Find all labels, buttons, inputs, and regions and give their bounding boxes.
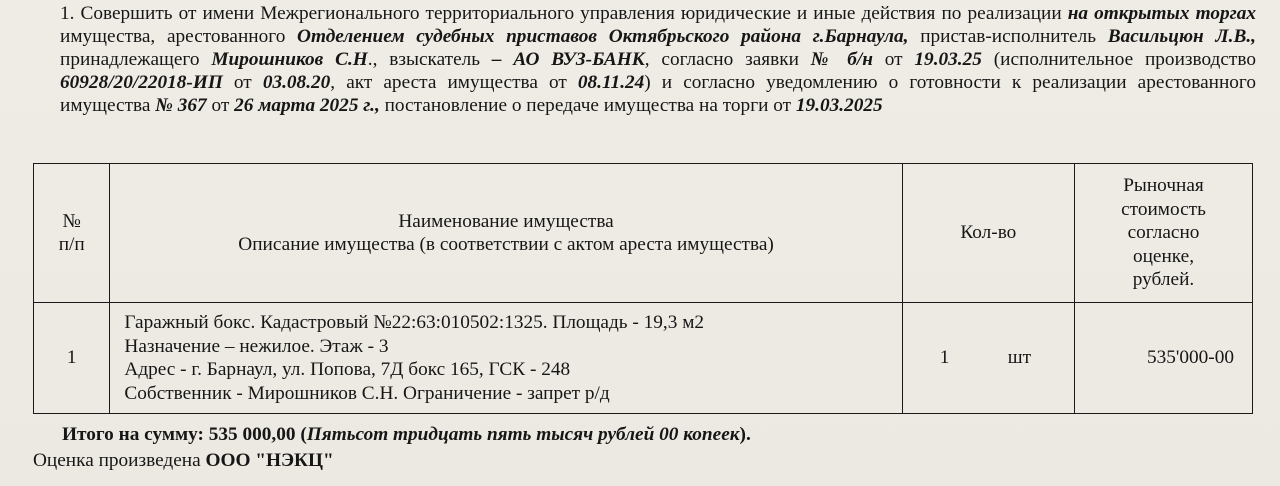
header-text: оценке, xyxy=(1132,245,1195,267)
paragraph-text: ., взыскатель xyxy=(367,49,492,70)
creditor-name: – АО ВУЗ-БАНК xyxy=(491,49,645,70)
bailiff-name: Васильцюн Л.В., xyxy=(1107,26,1256,47)
order-paragraph xyxy=(60,2,1256,117)
total-in-words: Пятьсот тридцать пять тысяч рублей 00 копеек xyxy=(306,424,740,445)
header-text: п/п xyxy=(58,234,85,255)
request-date: 19.03.25 xyxy=(914,49,982,70)
property-quantity xyxy=(902,303,1074,414)
header-text: Рыночная xyxy=(1123,175,1204,197)
paragraph-text: от xyxy=(206,95,235,116)
enforcement-number: 60928/20/22018-ИП xyxy=(60,72,223,93)
paragraph-text: от xyxy=(222,72,263,93)
header-text: № xyxy=(62,210,81,232)
row-number: 1 xyxy=(34,303,110,414)
total-label: Итого на сумму: 535 000,00 ( xyxy=(62,424,307,445)
col-header-number xyxy=(34,164,110,303)
property-description xyxy=(110,303,902,414)
header-text: рублей. xyxy=(1132,269,1195,291)
arrest-date: 08.11.24 xyxy=(577,72,645,93)
paragraph-text: (исполнительное производство xyxy=(981,49,1256,70)
header-text: Наименование имущества xyxy=(398,210,614,232)
request-number: № б/н xyxy=(810,49,873,70)
appraisal-line xyxy=(33,450,334,472)
appraisal-org: ООО "НЭКЦ" xyxy=(205,450,334,471)
enforcement-date: 03.08.20 xyxy=(262,72,331,93)
paragraph-text: , акт ареста имущества от xyxy=(330,72,578,93)
notice-date: 26 марта 2025 г., xyxy=(234,95,380,116)
paragraph-text: ) и согласно уведомлению о готовности к реализации арестованного имущества xyxy=(60,72,1257,116)
header-text: стоимость xyxy=(1121,198,1206,220)
col-header-market-value xyxy=(1074,164,1252,303)
auction-type: на открытых торгах xyxy=(1067,3,1257,24)
bailiff-department: Отделением судебных приставов Октябрьского района г.Барнаула, xyxy=(297,26,909,47)
resolution-date: 19.03.2025 xyxy=(795,95,883,116)
paragraph-text: 1. Совершить от имени Межрегионального территориального управления юридические и иные действия по реализации xyxy=(60,3,1068,24)
total-end: ). xyxy=(739,424,751,445)
owner-name: Мирошников С.Н xyxy=(211,49,368,70)
property-price: 535'000-00 xyxy=(1074,303,1252,414)
paragraph-text: от xyxy=(872,49,915,70)
header-text: Кол-во xyxy=(960,222,1017,244)
table-header-row xyxy=(34,164,1253,303)
description-line: Адрес - г. Барнаул, ул. Попова, 7Д бокс 165, ГСК - 248 xyxy=(124,359,571,380)
col-header-description xyxy=(110,164,902,303)
col-header-quantity xyxy=(902,164,1074,303)
appraisal-label: Оценка произведена xyxy=(33,450,206,471)
paragraph-text: пристав-исполнитель xyxy=(908,26,1108,47)
total-sum xyxy=(62,424,751,446)
header-text: согласно xyxy=(1127,222,1200,244)
header-text: Описание имущества (в соответствии с актом ареста имущества) xyxy=(238,234,774,255)
description-line: Гаражный бокс. Кадастровый №22:63:010502:1325. Площадь - 19,3 м2 xyxy=(124,312,705,333)
notice-number: № 367 xyxy=(155,95,207,116)
quantity-unit: шт xyxy=(1007,347,1031,369)
table-row xyxy=(34,303,1253,414)
quantity-value: 1 xyxy=(939,347,950,369)
paragraph-text: принадлежащего xyxy=(60,49,212,70)
description-line: Собственник - Мирошников С.Н. Ограничение - запрет р/д xyxy=(124,382,610,404)
paragraph-text: постановление о передаче имущества на торги от xyxy=(379,95,796,116)
paragraph-text: имущества, арестованного xyxy=(60,26,298,47)
property-table xyxy=(33,163,1253,414)
paragraph-text: , согласно заявки xyxy=(644,49,811,70)
description-line: Назначение – нежилое. Этаж - 3 xyxy=(124,335,389,357)
